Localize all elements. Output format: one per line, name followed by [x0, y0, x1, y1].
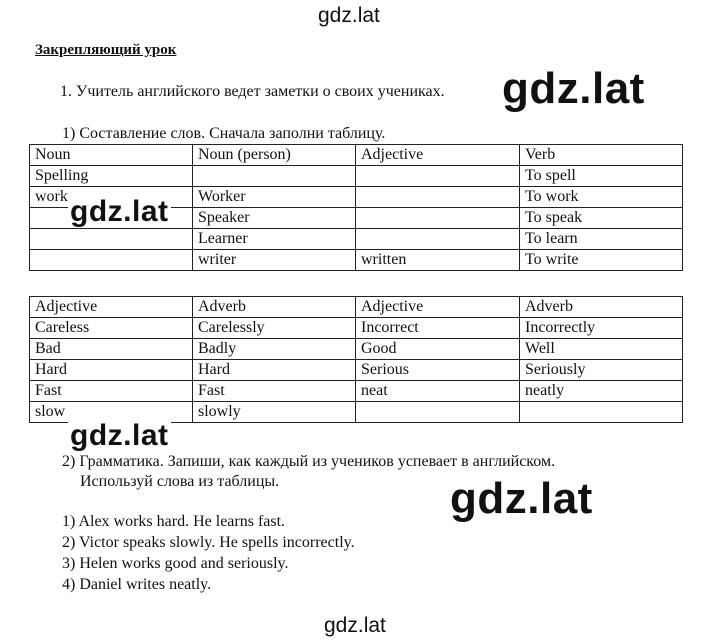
adjective-adverb-table: [29, 296, 683, 423]
table-row: [30, 166, 683, 187]
table-cell: neatly: [520, 381, 683, 402]
table-header-row: [30, 297, 683, 318]
table-cell: Fast: [30, 381, 193, 402]
table-row: [30, 229, 683, 250]
table-cell: Adjective: [356, 145, 520, 166]
table-cell: To spell: [520, 166, 683, 187]
table-cell: Learner: [193, 229, 356, 250]
table-cell: written: [356, 250, 520, 271]
watermark-top: gdz.lat: [318, 4, 380, 27]
table-cell: Badly: [193, 339, 356, 360]
table-cell: Serious: [356, 360, 520, 381]
table-row: [30, 250, 683, 271]
table-row: [30, 360, 683, 381]
subtask-2-line-1: 2) Грамматика. Запиши, как каждый из учеников успевает в английском.: [62, 453, 556, 470]
table-cell: Adverb: [193, 297, 356, 318]
table-cell: Noun: [30, 145, 193, 166]
watermark-table-1: gdz.lat: [70, 195, 169, 228]
table-cell: Hard: [30, 360, 193, 381]
subtask-1-text: 1) Составление слов. Сначала заполни таблицу.: [62, 125, 386, 142]
lesson-heading: Закрепляющий урок: [35, 42, 177, 58]
table-cell: To write: [520, 250, 683, 271]
table-row: [30, 318, 683, 339]
watermark-large-2: gdz.lat: [450, 474, 593, 523]
answer-item: 1) Alex works hard. He learns fast.: [62, 513, 286, 530]
table-cell: To speak: [520, 208, 683, 229]
table-cell: Incorrect: [356, 318, 520, 339]
table-row: [30, 381, 683, 402]
table-cell: [356, 229, 520, 250]
table-cell: [520, 402, 683, 423]
table-cell: Carelessly: [193, 318, 356, 339]
table-cell: writer: [193, 250, 356, 271]
subtask-2-line-2: Используй слова из таблицы.: [80, 473, 280, 490]
table-cell: [356, 402, 520, 423]
table-cell: To learn: [520, 229, 683, 250]
table-cell: Incorrectly: [520, 318, 683, 339]
answer-item: 2) Victor speaks slowly. He spells incorrectly.: [62, 534, 355, 551]
table-cell: Seriously: [520, 360, 683, 381]
answers-list: [62, 512, 355, 596]
table-cell: Adjective: [356, 297, 520, 318]
table-cell: [193, 166, 356, 187]
table-cell: slow: [30, 402, 193, 423]
task-1-text: 1. Учитель английского ведет заметки о своих учениках.: [60, 83, 445, 100]
watermark-table-2: gdz.lat: [70, 419, 169, 452]
table-cell: Spelling: [30, 166, 193, 187]
table-cell: [356, 187, 520, 208]
table-cell: Careless: [30, 318, 193, 339]
table-cell: slowly: [193, 402, 356, 423]
answer-item: 4) Daniel writes neatly.: [62, 576, 212, 593]
table-header-row: [30, 145, 683, 166]
table-cell: Speaker: [193, 208, 356, 229]
table-cell: work: [30, 187, 193, 208]
table-cell: [356, 166, 520, 187]
table-cell: Verb: [520, 145, 683, 166]
answer-item: 3) Helen works good and seriously.: [62, 555, 289, 572]
table-cell: Noun (person): [193, 145, 356, 166]
table-cell: Worker: [193, 187, 356, 208]
table-cell: Bad: [30, 339, 193, 360]
table-cell: Well: [520, 339, 683, 360]
table-cell: Adverb: [520, 297, 683, 318]
table-cell: Adjective: [30, 297, 193, 318]
table-cell: Hard: [193, 360, 356, 381]
table-cell: [356, 208, 520, 229]
table-cell: neat: [356, 381, 520, 402]
watermark-large-1: gdz.lat: [502, 64, 645, 113]
table-cell: [30, 229, 193, 250]
table-cell: Good: [356, 339, 520, 360]
table-row: [30, 339, 683, 360]
watermark-bottom: gdz.lat: [324, 614, 386, 637]
table-cell: To work: [520, 187, 683, 208]
table-cell: [30, 250, 193, 271]
table-cell: Fast: [193, 381, 356, 402]
